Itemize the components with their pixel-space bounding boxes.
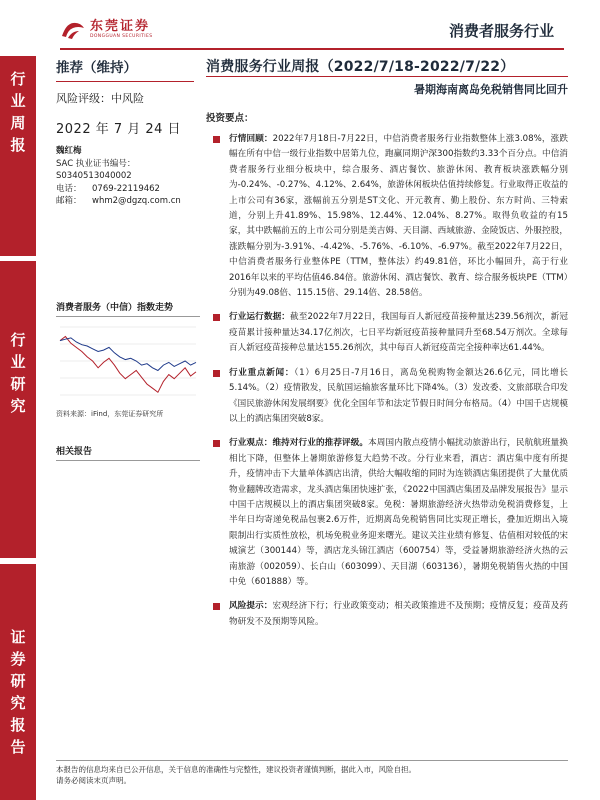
bullet-square-icon bbox=[213, 440, 220, 447]
left-column bbox=[56, 56, 196, 208]
report-date: 2022 年 7 月 24 日 bbox=[56, 122, 182, 137]
logo-chinese-name: 东莞证券 bbox=[90, 19, 151, 34]
sidebar bbox=[0, 56, 36, 800]
bullet-body: 截至2022年7月22日，我国每百人新冠疫苗接种量达239.56剂次，新冠疫苗累计接种量达34.17亿剂次，七日平均新冠疫苗接种量同升至68.54万剂次。全球每百人新冠疫苗接种总量达155.26剂次，其中每百人新冠疫苗完全接种率达61.44%。 bbox=[229, 312, 568, 354]
bullet-industry-view bbox=[206, 436, 568, 590]
sidebar-block-report bbox=[0, 564, 36, 800]
bullet-square-icon bbox=[213, 314, 220, 321]
bullet-head: 行业重点新闻： bbox=[229, 367, 295, 378]
investment-highlights-heading: 投资要点： bbox=[206, 113, 254, 124]
bullet-head: 风险提示： bbox=[229, 601, 273, 612]
sidebar-label-report: 证券研究报告 bbox=[10, 628, 26, 756]
phone-row bbox=[56, 183, 196, 196]
bullet-body: 宏观经济下行；行业政策变动；相关政策推进不及预期；疫情反复；疫苗及药物研发不及预期等风险。 bbox=[229, 601, 568, 627]
bullet-market-review bbox=[206, 132, 568, 301]
header-divider bbox=[60, 48, 564, 50]
page-header bbox=[0, 0, 600, 56]
rating-divider bbox=[56, 81, 194, 82]
bullet-body: 2022年7月18日-7月22日，中信消费者服务行业指数整体上涨3.08%，涨跌幅在所有中信一级行业指数中居第九位，跑赢同期沪深300指数约3.33个百分点。中信消费者服务行业细分板块中，综合服务、酒店餐饮、旅游休闲、教育板块涨跌幅分别为-0.24%、-0.27%、4.12%、2.64%，旅游休闲板块估值持续修复。行业取得正收益的上市公司有36家，涨幅前五分别是ST文化、开元教育、勤上股份、东方时尚、三特索道，分别上升41.89%、15.98%、12.44%、12.04%、8.27%。取得负收益的有15家，其中跌幅前五的上市公司分别是美吉姆、天目湖、西域旅游、金陵饭店、外服控股，涨跌幅分别为-3.91%、-4.42%、-5.76%、-6.10%、-6.97%。截至2022年7月22日，中信消费者服务行业整体PE（TTM，整体法）约49.81倍，环比小幅回升，高于行业2016年以来的平均估值46.84倍。旅游休闲、酒店餐饮、教育、综合服务板块PE（TTM）分别为49.08倍、115.15倍、29.14倍、28.58倍。 bbox=[229, 134, 568, 299]
bullet-body: 本周国内散点疫情小幅扰动旅游出行，民航航班量换相比下降，但整体上暑期旅游修复大趋势不改。分行业来看，酒店：酒店集中度有所提升，疫情冲击下大量单体酒店出清，供给大幅收缩的同时为连锁酒店集团提供了大量优质物业翻牌改造需求，龙头酒店集团快速扩张，《2022中国酒店集团及品牌发展报告》显示中国千店规模以上的酒店集团突破8家。免税：暑期旅游经济火热带动免税消费修复，上半年日均寄递免税品包裹2.6万件，近期离岛免税销售同比实现正增长，叠加近期出入境限制出行实质性放松，机场免税业务迎来曙光。建议关注业绩有修复、估值相对较低的宋城演艺（300144）等，酒店龙头锦江酒店（600754）等，受益暑期旅游经济火热的云南旅游（002059）、长白山（603099）、天目湖（603136），暑期免税销售火热的中国中免（601888）等。 bbox=[229, 438, 568, 587]
page-footer bbox=[56, 760, 568, 786]
logo-emblem-icon bbox=[60, 20, 86, 40]
bullet-list bbox=[206, 132, 568, 630]
disclaimer-notice: 请务必阅读末页声明。 bbox=[56, 776, 131, 785]
bullet-square-icon bbox=[213, 603, 220, 610]
cert-label: SAC 执业证书编号： bbox=[56, 158, 136, 169]
chart-source: 资料来源：iFind，东莞证券研究所 bbox=[56, 410, 164, 418]
sidebar-block-weekly bbox=[0, 56, 36, 256]
related-reports-heading: 相关报告 bbox=[56, 444, 200, 461]
disclaimer-text: 本报告的信息均来自已公开信息，关于信息的准确性与完整性，建议投资者谨慎判断，据此入市，风险自担。 bbox=[56, 765, 416, 774]
phone-label: 电话： bbox=[56, 183, 82, 194]
logo-english-name: DONGGUAN SECURITIES bbox=[90, 34, 153, 39]
email-address[interactable]: whm2@dgzq.com.cn bbox=[92, 196, 181, 206]
bullet-key-news bbox=[206, 366, 568, 428]
report-subtitle: 暑期海南离岛免税销售同比回升 bbox=[414, 83, 568, 96]
chart-title: 消费者服务（中信）指数走势 bbox=[56, 300, 200, 317]
bullet-head: 行业观点：维持对行业的推荐评级。 bbox=[229, 438, 369, 449]
rating: 推荐（维持） bbox=[56, 60, 137, 76]
title-divider bbox=[206, 76, 568, 77]
phone-number: 0769-22119462 bbox=[92, 183, 160, 194]
analyst-info bbox=[56, 145, 196, 208]
chart-series-line-0 bbox=[60, 337, 196, 393]
bullet-square-icon bbox=[213, 136, 220, 143]
bullet-square-icon bbox=[213, 370, 220, 377]
industry-category: 消费者服务行业 bbox=[448, 22, 554, 40]
bullet-head: 行业运行数据： bbox=[229, 312, 291, 323]
bullet-body: （1）6月25日-7月16日，离岛免税购物金额达26.6亿元，同比增长5.14%。（2）疫情散发，民航国运输旅客量环比下降4%。（3）发改委、文旅部联合印发《国民旅游休闲发展纲要》优化全国年节和法定节假日时间分布格局。（4）中国千店规模以上的酒店集团突破8家。 bbox=[229, 367, 568, 424]
main-content bbox=[206, 56, 568, 627]
sidebar-block-research bbox=[0, 261, 36, 558]
bullet-operating-data bbox=[206, 310, 568, 356]
email-row bbox=[56, 195, 196, 208]
bullet-risk-warning bbox=[206, 599, 568, 630]
company-logo bbox=[60, 20, 152, 40]
index-chart bbox=[56, 321, 200, 405]
email-label: 邮箱： bbox=[56, 196, 82, 206]
sidebar-label-research: 行业研究 bbox=[10, 331, 26, 415]
bullet-head: 行情回顾： bbox=[229, 134, 273, 144]
index-chart-block bbox=[56, 300, 200, 419]
report-title: 消费服务行业周报（2022/7/18-2022/7/22） bbox=[206, 59, 515, 75]
chart-series-line-1 bbox=[60, 338, 196, 371]
analyst-name: 魏红梅 bbox=[56, 146, 82, 156]
risk-rating: 风险评级：中风险 bbox=[56, 92, 144, 105]
cert-number: S0340513040002 bbox=[56, 171, 132, 181]
sidebar-label-weekly: 行业周报 bbox=[10, 70, 26, 154]
